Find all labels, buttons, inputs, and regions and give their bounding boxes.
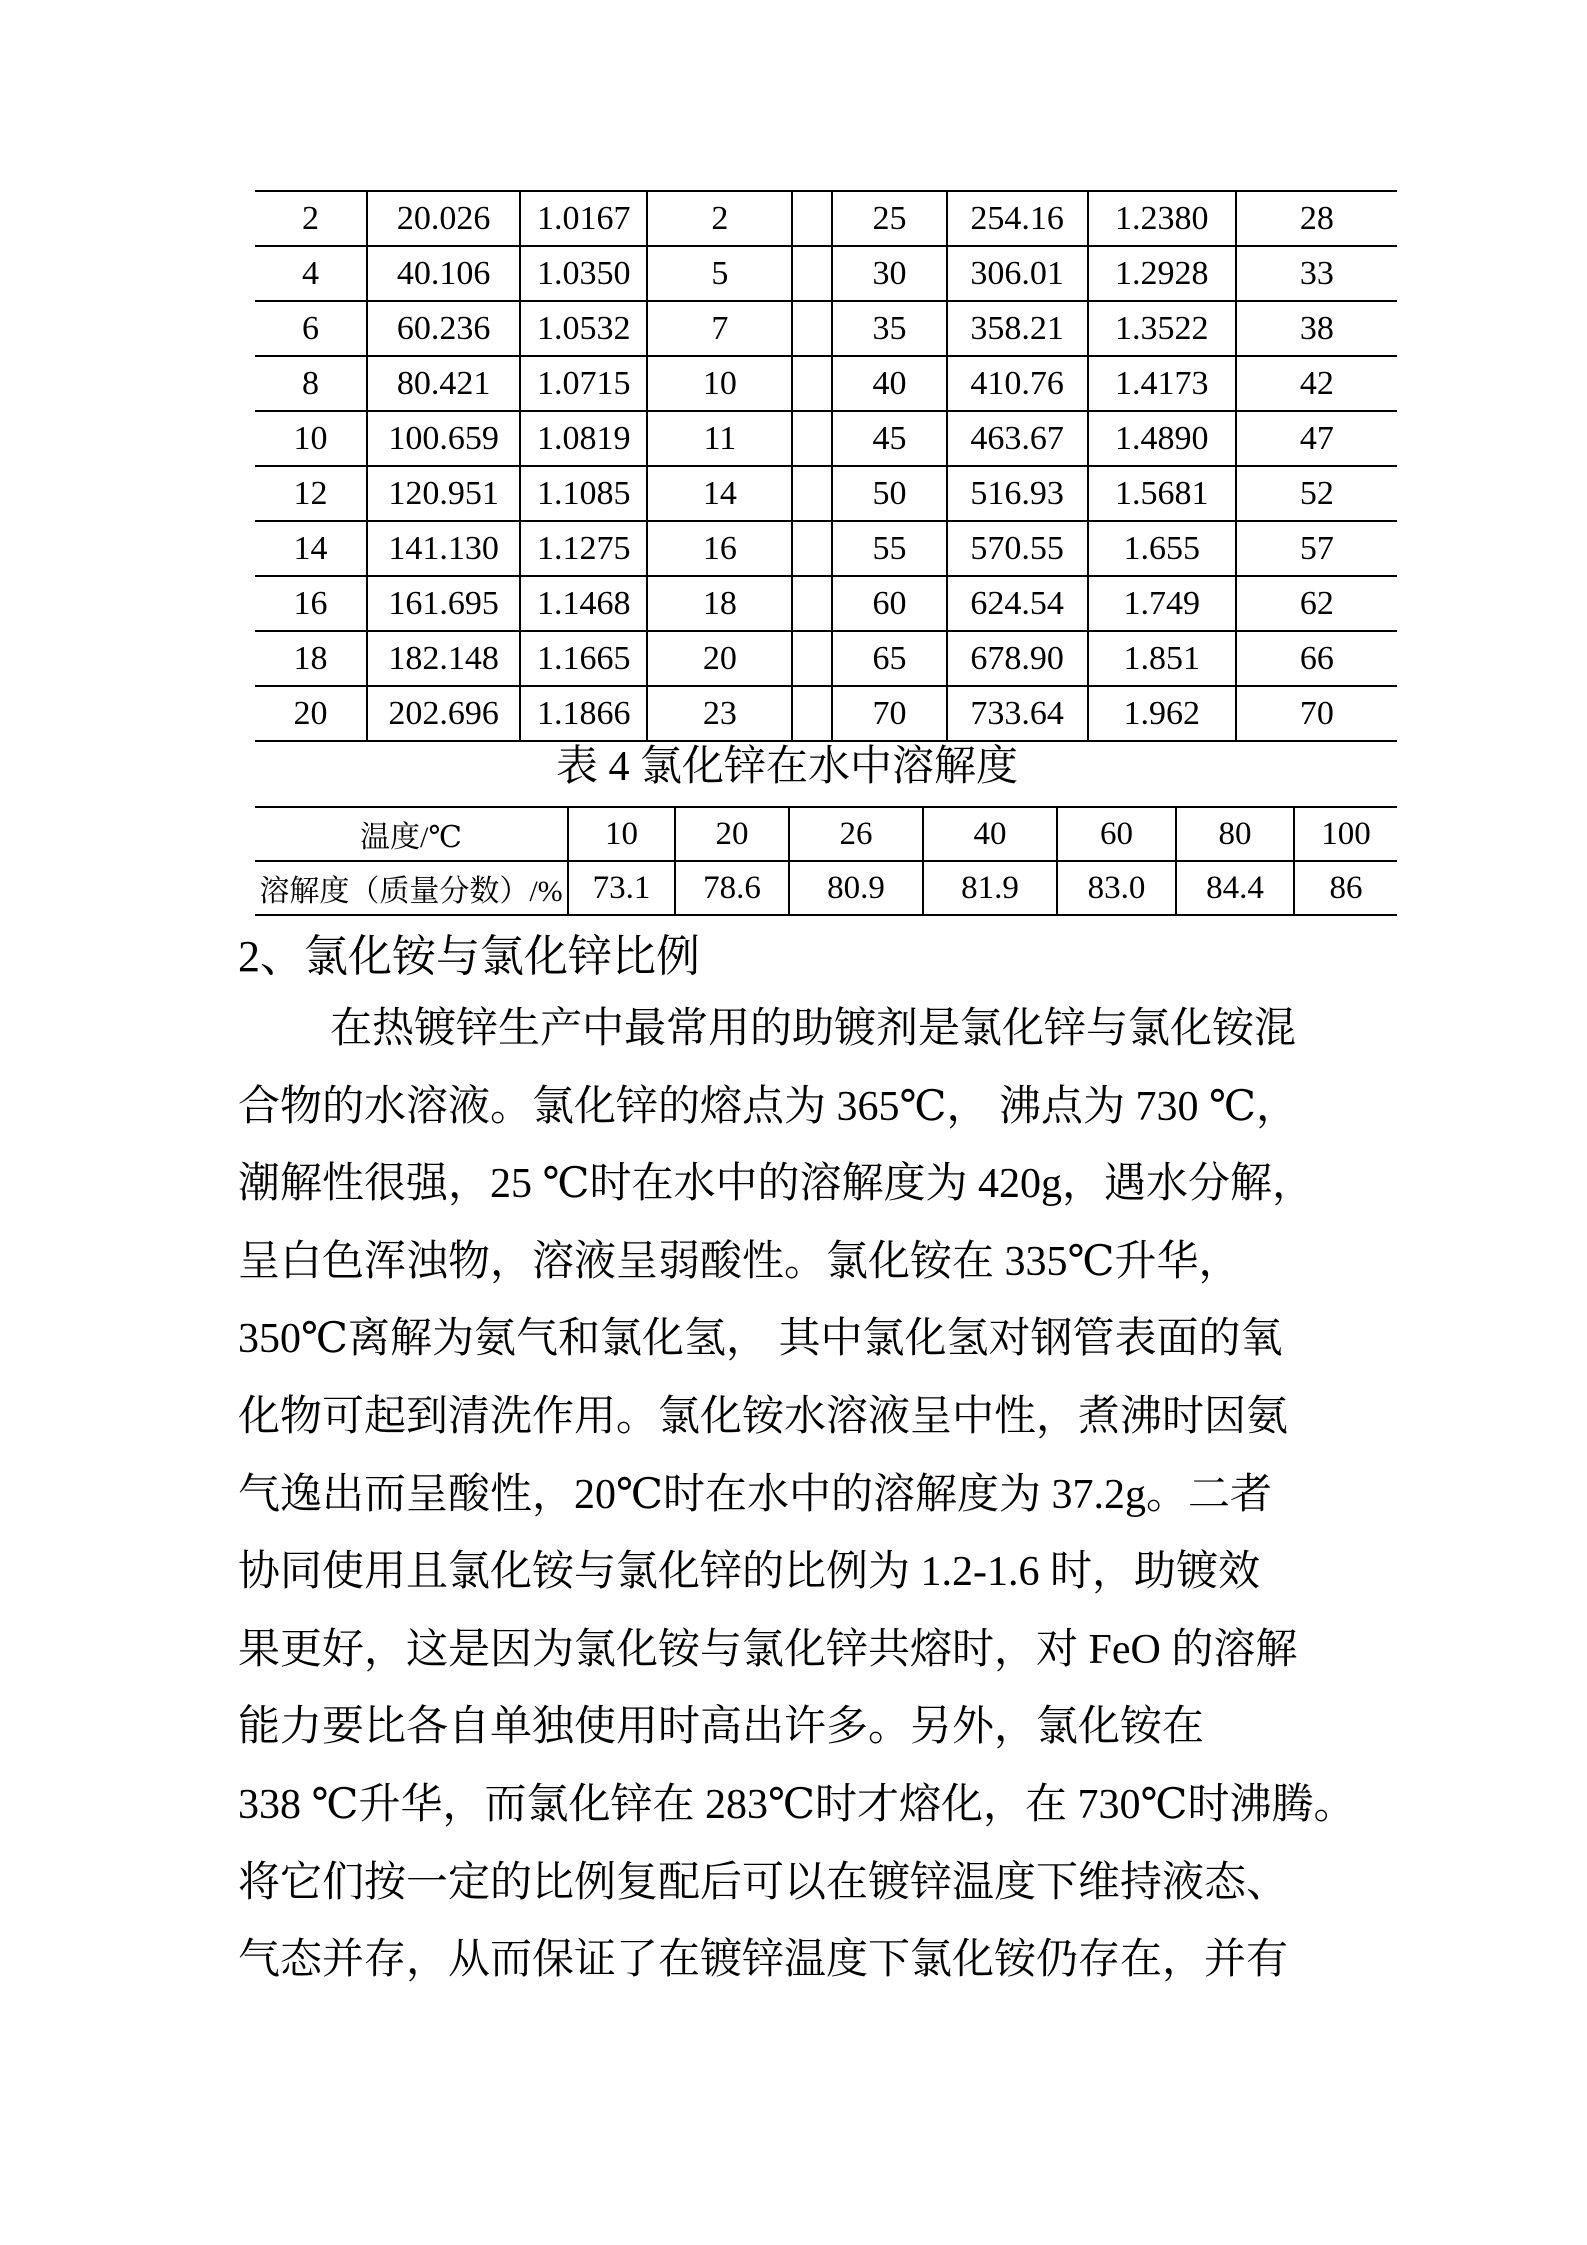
density-table-cell: 1.962	[1088, 686, 1236, 741]
density-table-cell	[792, 411, 832, 466]
solubility-table-cell: 80.9	[789, 861, 923, 915]
density-table-cell: 2	[647, 191, 792, 246]
density-table-cell: 42	[1236, 356, 1397, 411]
solubility-table-cell: 78.6	[675, 861, 789, 915]
density-table-cell: 40	[832, 356, 946, 411]
density-table-cell: 14	[647, 466, 792, 521]
density-table-cell: 20	[647, 631, 792, 686]
density-table-cell: 306.01	[947, 246, 1088, 301]
density-table-cell: 1.0715	[520, 356, 647, 411]
zinc-chloride-density-table	[255, 190, 1397, 742]
density-table-cell	[792, 466, 832, 521]
solubility-in-water-table	[255, 806, 1397, 916]
density-table-cell: 7	[647, 301, 792, 356]
table-row	[255, 411, 1397, 466]
solubility-table-cell: 100	[1294, 807, 1397, 861]
density-table-cell: 16	[647, 521, 792, 576]
density-table-cell: 1.5681	[1088, 466, 1236, 521]
density-table-cell: 30	[832, 246, 946, 301]
density-table-cell: 16	[255, 576, 367, 631]
density-table-cell: 2	[255, 191, 367, 246]
solubility-table-cell: 84.4	[1176, 861, 1294, 915]
density-table-cell: 624.54	[947, 576, 1088, 631]
text-line: 化物可起到清洗作用。氯化铵水溶液呈中性，煮沸时因氨	[238, 1393, 1289, 1440]
density-table-cell: 1.3522	[1088, 301, 1236, 356]
density-table-cell: 11	[647, 411, 792, 466]
solubility-table-cell: 温度/℃	[255, 807, 568, 861]
table-row	[255, 631, 1397, 686]
text-line: 呈白色浑浊物，溶液呈弱酸性。氯化铵在 335℃升华，	[238, 1238, 1241, 1285]
density-table-cell: 1.851	[1088, 631, 1236, 686]
text-line: 合物的水溶液。氯化锌的熔点为 365℃， 沸点为 730 ℃，	[238, 1083, 1298, 1130]
density-table-cell: 516.93	[947, 466, 1088, 521]
density-table-cell	[792, 356, 832, 411]
body-paragraph	[238, 991, 1408, 2000]
density-table-cell: 33	[1236, 246, 1397, 301]
table-row	[255, 576, 1397, 631]
density-table-cell: 25	[832, 191, 946, 246]
solubility-table-cell: 26	[789, 807, 923, 861]
solubility-table-cell: 81.9	[923, 861, 1057, 915]
solubility-table-cell: 20	[675, 807, 789, 861]
text-line: 果更好，这是因为氯化铵与氯化锌共熔时，对 FeO 的溶解	[238, 1626, 1298, 1673]
density-table-cell: 1.4890	[1088, 411, 1236, 466]
density-table-cell: 57	[1236, 521, 1397, 576]
density-table-cell: 161.695	[367, 576, 520, 631]
density-table-cell: 8	[255, 356, 367, 411]
density-table-cell: 120.951	[367, 466, 520, 521]
solubility-table-cell: 80	[1176, 807, 1294, 861]
density-table-cell: 60.236	[367, 301, 520, 356]
density-table-cell: 1.0350	[520, 246, 647, 301]
density-table-cell: 45	[832, 411, 946, 466]
table-row	[255, 301, 1397, 356]
text-line: 气逸出而呈酸性，20℃时在水中的溶解度为 37.2g。二者	[238, 1471, 1272, 1518]
density-table-cell	[792, 576, 832, 631]
density-table-cell: 1.0532	[520, 301, 647, 356]
density-table-cell: 18	[255, 631, 367, 686]
text-line: 338 ℃升华，而氯化锌在 283℃时才熔化，在 730℃时沸腾。	[238, 1781, 1356, 1828]
density-table-cell: 1.4173	[1088, 356, 1236, 411]
table-row	[255, 356, 1397, 411]
density-table-cell: 410.76	[947, 356, 1088, 411]
solubility-table-cell: 83.0	[1057, 861, 1176, 915]
density-table-cell: 678.90	[947, 631, 1088, 686]
density-table-cell: 28	[1236, 191, 1397, 246]
density-table-cell: 358.21	[947, 301, 1088, 356]
density-table-cell: 1.1085	[520, 466, 647, 521]
text-line: 350℃离解为氨气和氯化氢， 其中氯化氢对钢管表面的氧	[238, 1316, 1283, 1363]
solubility-table-cell: 73.1	[568, 861, 675, 915]
density-table-cell: 40.106	[367, 246, 520, 301]
density-table-cell	[792, 301, 832, 356]
density-table-cell: 66	[1236, 631, 1397, 686]
solubility-table-cell: 40	[923, 807, 1057, 861]
section-heading: 2、氯化铵与氯化锌比例	[238, 932, 700, 981]
density-table-cell: 4	[255, 246, 367, 301]
solubility-table-cell: 10	[568, 807, 675, 861]
density-table-cell: 202.696	[367, 686, 520, 741]
density-table-cell: 1.2380	[1088, 191, 1236, 246]
density-table-cell: 62	[1236, 576, 1397, 631]
text-line: 在热镀锌生产中最常用的助镀剂是氯化锌与氯化铵混	[330, 1006, 1297, 1052]
density-table-cell: 570.55	[947, 521, 1088, 576]
text-line: 能力要比各自单独使用时高出许多。另外，氯化铵在	[238, 1704, 1205, 1751]
density-table-cell: 20.026	[367, 191, 520, 246]
density-table-cell: 80.421	[367, 356, 520, 411]
density-table-cell: 733.64	[947, 686, 1088, 741]
density-table-cell: 12	[255, 466, 367, 521]
density-table-cell: 70	[1236, 686, 1397, 741]
density-table-cell: 70	[832, 686, 946, 741]
density-table-cell	[792, 191, 832, 246]
density-table-cell: 38	[1236, 301, 1397, 356]
table-row	[255, 807, 1397, 861]
density-table-cell: 5	[647, 246, 792, 301]
density-table-cell	[792, 631, 832, 686]
table4-caption: 表 4 氯化锌在水中溶解度	[556, 744, 1019, 790]
density-table-cell: 141.130	[367, 521, 520, 576]
table-row	[255, 861, 1397, 915]
solubility-table-cell: 溶解度（质量分数）/%	[255, 861, 568, 915]
density-table-cell: 47	[1236, 411, 1397, 466]
solubility-table-cell: 60	[1057, 807, 1176, 861]
density-table-cell: 1.1665	[520, 631, 647, 686]
text-line: 将它们按一定的比例复配后可以在镀锌温度下维持液态、	[238, 1859, 1289, 1906]
density-table-cell: 20	[255, 686, 367, 741]
density-table-cell: 1.0819	[520, 411, 647, 466]
density-table-cell: 23	[647, 686, 792, 741]
text-line: 潮解性很强，25 ℃时在水中的溶解度为 420g，遇水分解，	[238, 1161, 1314, 1208]
density-table-cell	[792, 246, 832, 301]
table-row	[255, 191, 1397, 246]
solubility-table-cell: 86	[1294, 861, 1397, 915]
table-row	[255, 521, 1397, 576]
density-table-cell: 1.1866	[520, 686, 647, 741]
density-table-cell: 1.1275	[520, 521, 647, 576]
density-table-cell: 10	[647, 356, 792, 411]
density-table-cell: 52	[1236, 466, 1397, 521]
density-table-cell: 14	[255, 521, 367, 576]
density-table-cell: 463.67	[947, 411, 1088, 466]
density-table-cell: 1.0167	[520, 191, 647, 246]
density-table-cell	[792, 521, 832, 576]
density-table-cell: 6	[255, 301, 367, 356]
density-table-cell: 1.1468	[520, 576, 647, 631]
density-table-cell: 10	[255, 411, 367, 466]
density-table-cell: 1.655	[1088, 521, 1236, 576]
density-table-cell: 65	[832, 631, 946, 686]
density-table-cell: 100.659	[367, 411, 520, 466]
density-table-cell: 35	[832, 301, 946, 356]
density-table-cell: 50	[832, 466, 946, 521]
density-table-cell: 1.749	[1088, 576, 1236, 631]
density-table-cell: 18	[647, 576, 792, 631]
text-line: 协同使用且氯化铵与氯化锌的比例为 1.2-1.6 时，助镀效	[238, 1549, 1260, 1596]
density-table-cell: 1.2928	[1088, 246, 1236, 301]
table-row	[255, 246, 1397, 301]
density-table-cell: 55	[832, 521, 946, 576]
text-line: 气态并存，从而保证了在镀锌温度下氯化铵仍存在，并有	[238, 1937, 1289, 1984]
table-row	[255, 466, 1397, 521]
density-table-cell: 182.148	[367, 631, 520, 686]
density-table-cell: 254.16	[947, 191, 1088, 246]
density-table-cell: 60	[832, 576, 946, 631]
